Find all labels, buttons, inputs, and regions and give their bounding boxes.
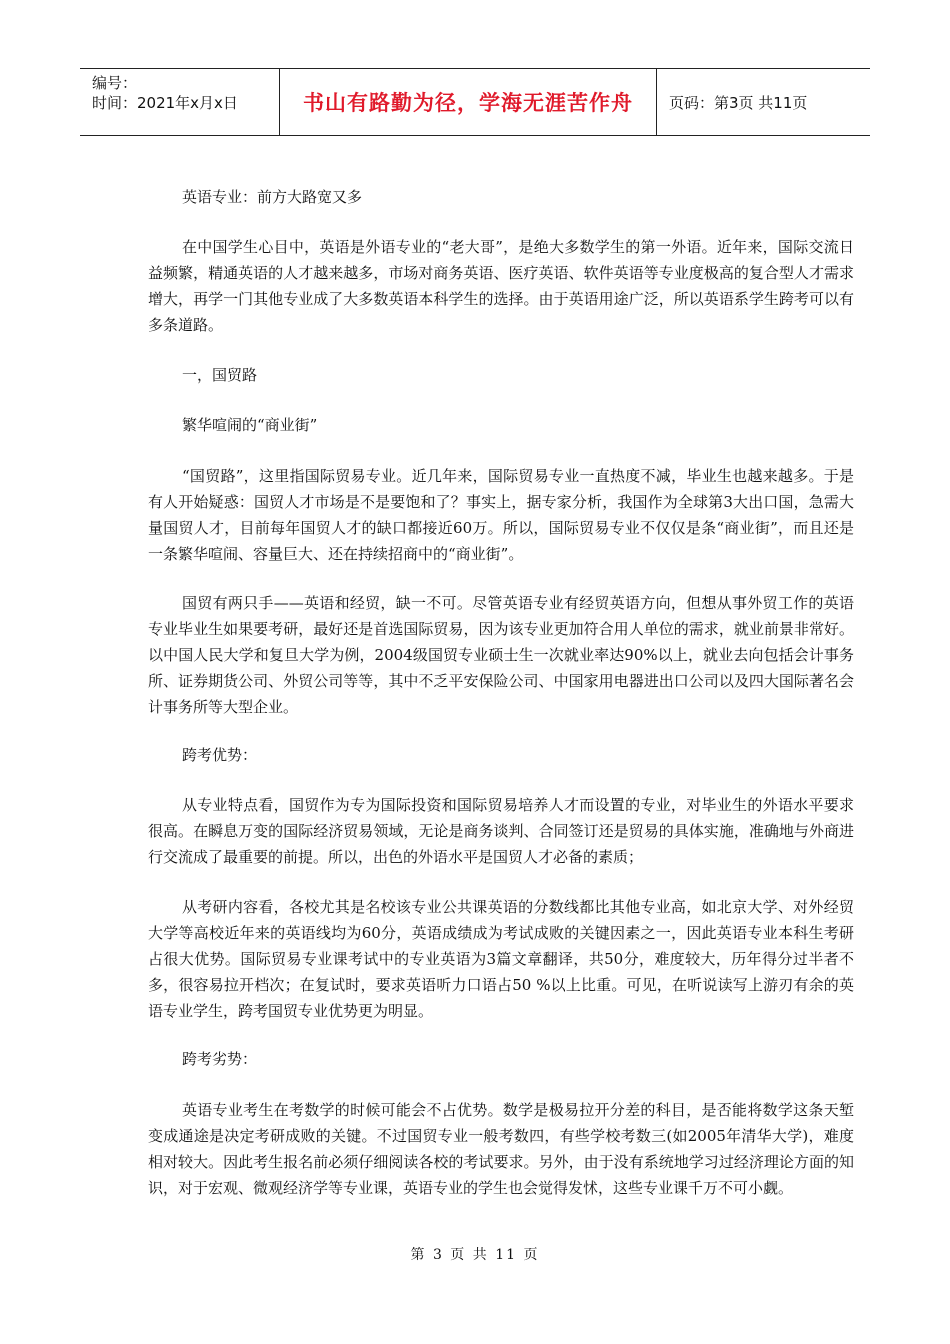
page-header bbox=[80, 68, 870, 136]
paragraph-disadvantages: 英语专业考生在考数学的时候可能会不占优势。数学是极易拉开分差的科目，是否能将数学这条天堑变成通途是决定考研成败的关键。不过国贸专业一般考数四，有些学校考数三(如2005年清华大学)，难度相对较大。因此考生报名前必须仔细阅读各校的考试要求。另外，由于没有系统地学习过经济理论方面的知识，对于宏观、微观经济学等专业课，英语专业的学生也会觉得发怵，这些专业课千万不可小觑。 bbox=[148, 1101, 854, 1197]
header-motto: 书山有路勤为径，学海无涯苦作舟 bbox=[280, 69, 657, 135]
page-footer: 第 3 页 共 11 页 bbox=[410, 1247, 540, 1263]
paragraph-trade-road: “国贸路”，这里指国际贸易专业。近几年来，国际贸易专业一直热度不减，毕业生也越来越多。于是有人开始疑惑：国贸人才市场是不是要饱和了？事实上，据专家分析，我国作为全球第3大出口国，急需大量国贸人才，目前每年国贸人才的缺口都接近60万。所以，国际贸易专业不仅仅是条“商业街”，而且还是一条繁华喧闹、容量巨大、还在持续招商中的“商业街”。 bbox=[148, 467, 854, 563]
section-heading-trade: 一，国贸路 bbox=[182, 366, 258, 384]
doc-number-label: 编号： bbox=[92, 74, 138, 92]
doc-time-label: 时间：2021年x月x日 bbox=[92, 94, 238, 112]
paragraph-advantage-major: 从专业特点看，国贸作为专为国际投资和国际贸易培养人才而设置的专业，对毕业生的外语水平要求很高。在瞬息万变的国际经济贸易领域，无论是商务谈判、合同签订还是贸易的具体实施，准确地与外商进行交流成了最重要的前提。所以，出色的外语水平是国贸人才必备的素质； bbox=[148, 796, 854, 866]
section-title: 英语专业：前方大路宽又多 bbox=[182, 188, 363, 206]
heading-disadvantages: 跨考劣势： bbox=[182, 1050, 258, 1068]
header-meta bbox=[80, 69, 280, 135]
heading-advantages: 跨考优势： bbox=[182, 746, 258, 764]
header-page-info: 页码：第3页 共11页 bbox=[669, 93, 808, 112]
paragraph-intro: 在中国学生心目中，英语是外语专业的“老大哥”，是绝大多数学生的第一外语。近年来，国际交流日益频繁，精通英语的人才越来越多，市场对商务英语、医疗英语、软件英语等专业度极高的复合型人才需求增大，再学一门其他专业成了大多数英语本科学生的选择。由于英语用途广泛，所以英语系学生跨考可以有多条道路。 bbox=[148, 238, 854, 334]
paragraph-advantage-exam: 从考研内容看，各校尤其是名校该专业公共课英语的分数线都比其他专业高，如北京大学、对外经贸大学等高校近年来的英语线均为60分，英语成绩成为考试成败的关键因素之一，因此英语专业本科生考研占很大优势。国际贸易专业课考试中的专业英语为3篇文章翻译，共50分，难度较大，历年得分过半者不多，很容易拉开档次；在复试时，要求英语听力口语占50 %以上比重。可见，在听说读写上游刃有余的英语专业学生，跨考国贸专业优势更为明显。 bbox=[148, 898, 854, 1020]
paragraph-two-hands: 国贸有两只手——英语和经贸，缺一不可。尽管英语专业有经贸英语方向，但想从事外贸工作的英语专业毕业生如果要考研，最好还是首选国际贸易，因为该专业更加符合用人单位的需求，就业前景非常好。以中国人民大学和复旦大学为例，2004级国贸专业硕士生一次就业率达90%以上，就业去向包括会计事务所、证券期货公司、外贸公司等等，其中不乏平安保险公司、中国家用电器进出口公司以及四大国际著名会计事务所等大型企业。 bbox=[148, 594, 854, 716]
subheading-commercial-street: 繁华喧闹的“商业街” bbox=[182, 416, 318, 434]
